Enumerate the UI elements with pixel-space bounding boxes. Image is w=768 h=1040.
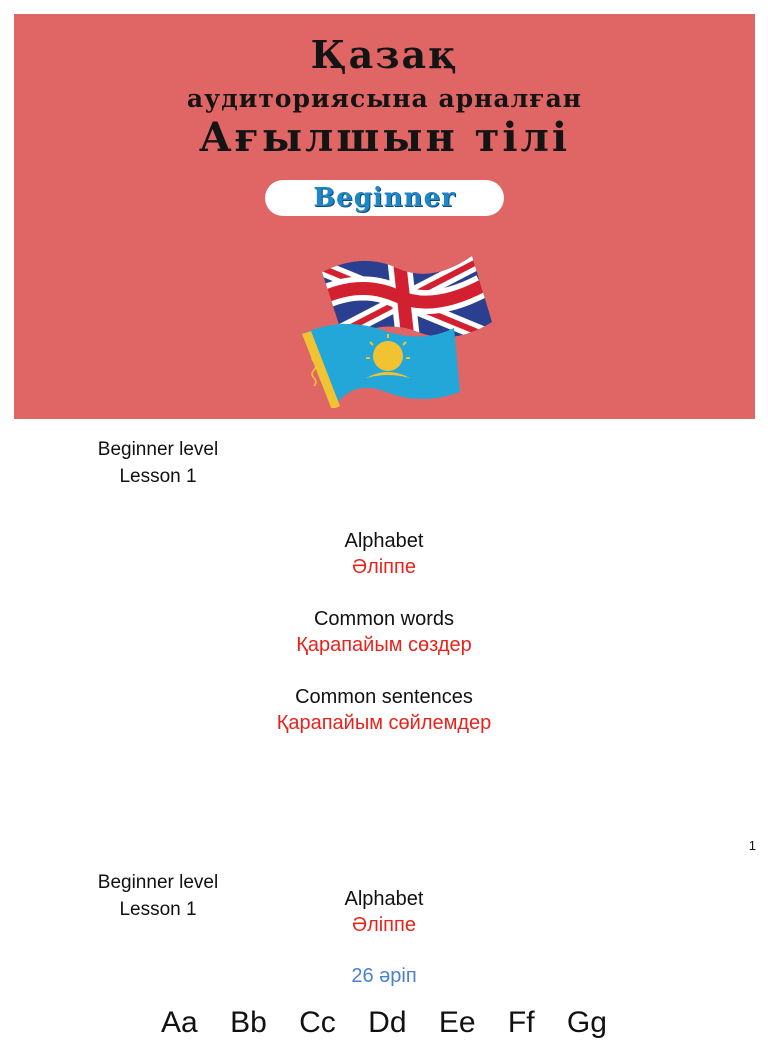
lesson-label: Lesson 1	[119, 899, 197, 920]
flags-illustration	[282, 238, 492, 408]
letter-pair: Bb	[230, 1006, 267, 1039]
page2-topic-alphabet	[0, 886, 768, 938]
topic-en: Common words	[313, 608, 455, 630]
topic-en: Alphabet	[344, 888, 424, 910]
topic-kk: Әліппе	[352, 914, 416, 936]
cover-title-kazakh: Қазақ	[310, 32, 459, 77]
topic-kk: Қарапайым сөздер	[296, 634, 472, 656]
letter-pair: Ee	[438, 1006, 476, 1039]
kazakhstan-flag-icon	[302, 324, 460, 408]
topic-en: Common sentences	[295, 686, 473, 708]
letter-count: 26 әріп	[351, 965, 417, 987]
level-badge	[265, 180, 504, 216]
alphabet-letters-row	[0, 1006, 768, 1040]
topic-alphabet	[0, 528, 768, 580]
letter-pair: Gg	[566, 1006, 607, 1039]
cover-banner	[14, 14, 755, 419]
cover-subtitle: аудиториясына арналған	[186, 84, 583, 113]
level-badge-label: Beginner	[313, 183, 456, 213]
level-label: Beginner level	[97, 439, 219, 460]
topic-kk: Қарапайым сөйлемдер	[276, 712, 492, 734]
letter-pair: Aa	[161, 1006, 198, 1039]
cover-title-english-language: Ағылшын тілі	[198, 114, 571, 161]
letter-pair: Cc	[299, 1006, 336, 1039]
letter-pair: Ff	[507, 1006, 535, 1039]
page1-level-header	[60, 436, 256, 490]
topic-en: Alphabet	[344, 530, 424, 552]
level-label: Beginner level	[97, 872, 219, 893]
page-number: 1	[748, 838, 756, 853]
lesson-label: Lesson 1	[119, 466, 197, 487]
topic-kk: Әліппе	[352, 556, 416, 578]
topic-common-words	[0, 606, 768, 658]
topic-common-sentences	[0, 684, 768, 736]
letter-pair: Dd	[368, 1006, 407, 1039]
